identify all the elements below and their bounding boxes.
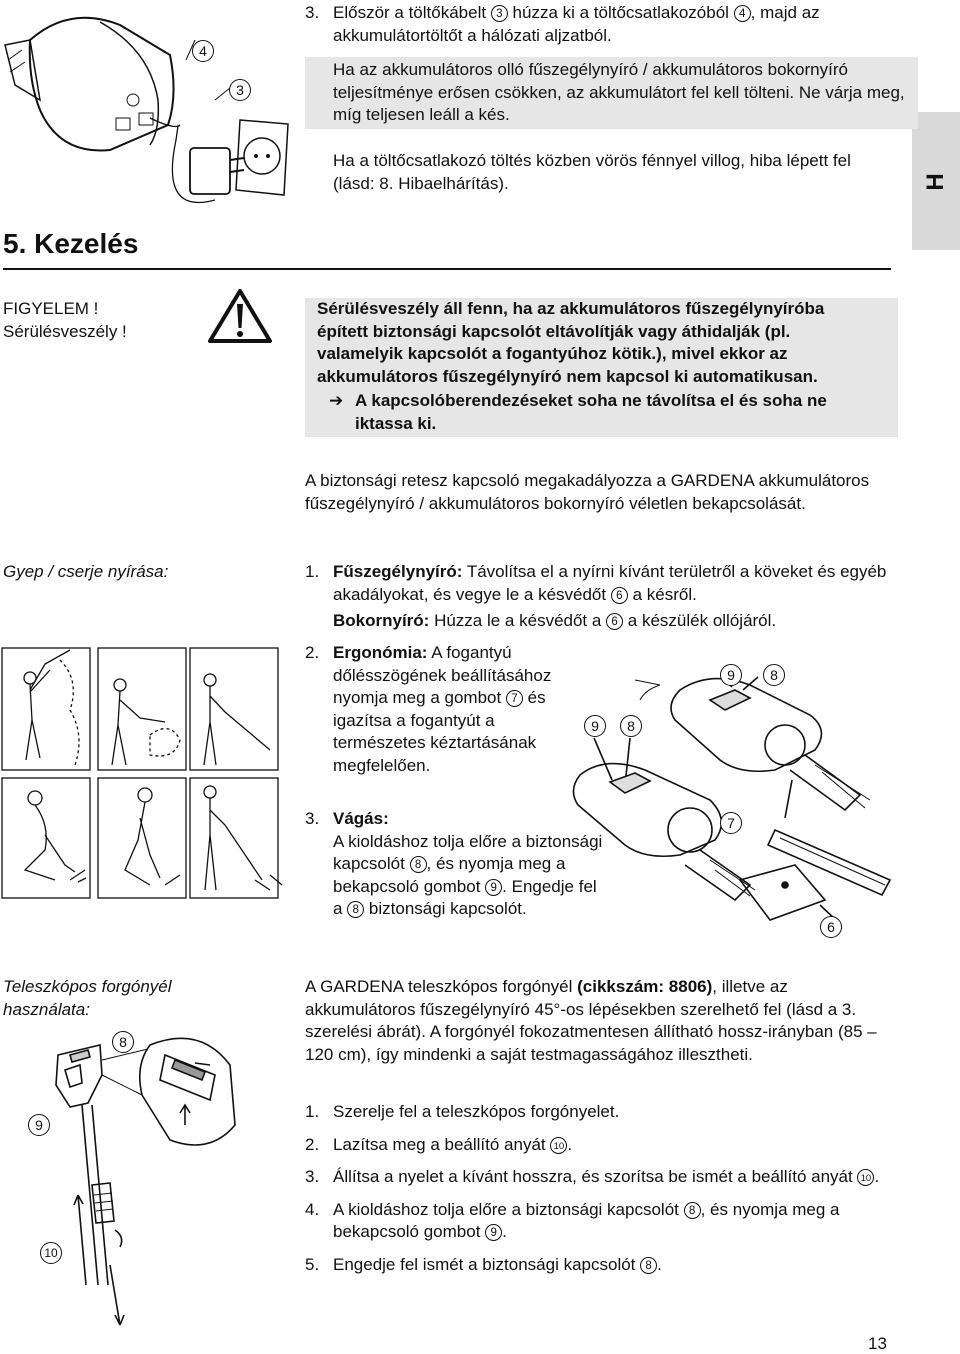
circled-6: 6	[611, 587, 628, 604]
warning-label: FIGYELEM ! Sérülésveszély !	[3, 299, 127, 341]
shears-illustration	[560, 660, 890, 940]
section-title: 5. Kezelés	[3, 228, 139, 259]
telescope-step: 2. Lazítsa meg a beállító anyát 10 .	[305, 1134, 573, 1154]
page-number: 13	[868, 1334, 887, 1353]
circled-8: 8	[347, 901, 364, 918]
circled-10: 10	[857, 1169, 874, 1186]
callout-3: 3	[229, 79, 251, 101]
telescope-step: 3. Állítsa a nyelet a kívánt hosszra, és szorítsa be ismét a beállító anyát 10 .	[305, 1167, 880, 1186]
callout-6: 6	[820, 916, 842, 938]
telescope-side-label: Teleszkópos forgónyél használata:	[3, 977, 172, 1019]
section-tab-letter: H	[922, 173, 949, 191]
circled-7: 7	[506, 690, 523, 707]
charging-note-battery: Ha az akkumulátoros olló fűszegélynyíró / akkumulátoros bokornyíró teljesítménye erősen csökken, az akkumulátort fel kell tölteni. Ne várja meg, míg teljesen leáll a kés.	[305, 57, 918, 129]
warning-action: A kapcsolóberendezéseket soha ne távolítsa el és soha ne iktassa ki.	[355, 391, 827, 433]
telescope-step: 5. Engedje fel ismét a biztonsági kapcsolót 8 .	[305, 1254, 662, 1274]
warning-text: Sérülésveszély áll fenn, ha az akkumulátoros fűszegélynyíróba épített biztonsági kapcsolót eltávolítják vagy áthidalják (pl. valamelyik kapcsolót a fogantyúhoz kötik.), mivel ekkor az akkumulátoros fűszegélynyíró nem kapcsol ki automatikusan.	[317, 299, 825, 386]
circled-10: 10	[550, 1137, 567, 1154]
callout-8: 8	[620, 715, 642, 737]
telescope-steps	[305, 1101, 890, 1276]
section-tab	[912, 112, 960, 250]
trimming-side-label: Gyep / cserje nyírása:	[3, 562, 169, 581]
circled-8: 8	[640, 1257, 657, 1274]
callout-9: 9	[28, 1114, 50, 1136]
circled-9: 9	[485, 879, 502, 896]
arrow-right-icon: ➔	[329, 391, 344, 410]
callout-10: 10	[40, 1242, 62, 1264]
circled-8: 8	[410, 856, 427, 873]
callout-9: 9	[720, 664, 742, 686]
telescope-handle-illustration	[20, 1025, 250, 1345]
trimming-illustrations	[0, 640, 290, 902]
telescope-intro: A GARDENA teleszkópos forgónyél (cikkszám: 8806), illetve az akkumulátoros fűszegélynyíró 45°-os lépésekben szerelhető fel (lásd a 3. szerelési ábrát). A forgónyél fokozatmentesen állítható hossz-irányban (85 – 120 cm), így mindenki a saját testmagasságához illesztheti.	[305, 977, 877, 1064]
trimming-item-3: 3. Vágás: A kioldáshoz tolja előre a biztonsági kapcsolót 8 , és nyomja meg a bekapcsoló gombot 9 . Engedje fel a 8 biztonsági kapcsolót.	[305, 809, 603, 918]
telescope-step: 4. A kioldáshoz tolja előre a biztonsági kapcsolót 8 , és nyomja meg a bekapcsoló gombot 9 .	[305, 1199, 840, 1241]
circled-4: 4	[734, 5, 751, 22]
warning-box	[305, 298, 898, 437]
trimming-item-1: 1. Fűszegélynyíró: Távolítsa el a nyírni kívánt területről a köveket és egyéb akadályokat, és vegye le a késvédőt 6 a késről. Bokornyíró: Húzza le a késvédőt a 6 a készülék ollójáról.	[305, 562, 887, 630]
charging-note-error: Ha a töltőcsatlakozó töltés közben vörös fénnyel villog, hiba lépett fel (lásd: 8. Hibaelhárítás).	[333, 151, 851, 193]
callout-4: 4	[192, 40, 214, 62]
trimming-item-2: 2. Ergonómia: A fogantyú dőlésszögének beállításához nyomja meg a gombot 7 és igazítsa a fogantyút a természetes kéztartásának megfelelően.	[305, 643, 552, 775]
section-rule	[3, 268, 891, 270]
circled-3: 3	[491, 5, 508, 22]
warning-triangle-icon	[207, 288, 273, 344]
warning-info: A biztonsági retesz kapcsoló megakadályozza a GARDENA akkumulátoros fűszegélynyíró / akkumulátoros bokornyíró véletlen bekapcsolását.	[305, 471, 870, 513]
charger-illustration	[0, 0, 290, 215]
callout-8: 8	[112, 1031, 134, 1053]
callout-9: 9	[584, 715, 606, 737]
circled-8: 8	[684, 1202, 701, 1219]
telescope-step: 1. Szerelje fel a teleszkópos forgónyelet.	[305, 1102, 620, 1121]
callout-8: 8	[763, 664, 785, 686]
callout-7: 7	[720, 812, 742, 834]
charging-step-3: 3. Először a töltőkábelt 3 húzza ki a töltőcsatlakozóból 4 , majd az akkumulátortöltőt a hálózati aljzatból.	[305, 3, 820, 45]
circled-6: 6	[606, 613, 623, 630]
circled-9: 9	[485, 1224, 502, 1241]
